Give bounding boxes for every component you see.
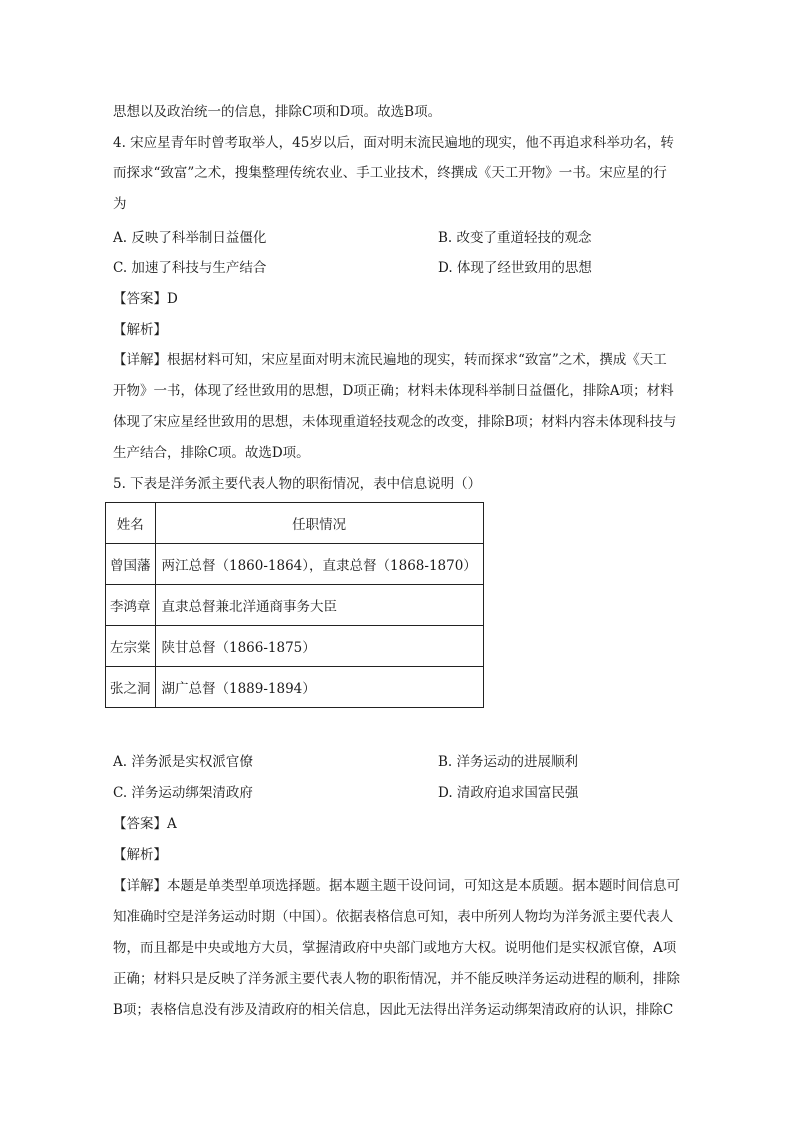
q5-detail-line-3: 物，而且都是中央或地方大员，掌握清政府中央部门或地方大权。说明他们是实权派官僚，A项: [113, 940, 677, 956]
q5-detail-line-1: 【详解】本题是单类型单项选择题。据本题主题干设问词，可知这是本质题。据本题时间信息可: [113, 878, 680, 894]
q5-answer: 【答案】A: [113, 816, 177, 832]
q5-option-c: C. 洋务运动绑架清政府: [113, 785, 253, 801]
cell-name: 李鸿章: [106, 585, 156, 626]
cell-name: 左宗棠: [106, 626, 156, 667]
cell-position: 陕甘总督（1866-1875）: [155, 626, 483, 667]
q4-detail-line-1: 【详解】根据材料可知，宋应星面对明末流民遍地的现实，转而探求“致富”之术，撰成《天工: [113, 352, 667, 368]
q5-detail-line-5: B项；表格信息没有涉及清政府的相关信息，因此无法得出洋务运动绑架清政府的认识，排除C: [113, 1002, 674, 1018]
intro-line: 思想以及政治统一的信息，排除C项和D项。故选B项。: [113, 104, 442, 120]
q5-analysis-label: 【解析】: [113, 847, 167, 863]
table-row: [106, 544, 484, 585]
table-row: [106, 585, 484, 626]
table-header-row: [106, 503, 484, 544]
cell-position: 直隶总督兼北洋通商事务大臣: [155, 585, 483, 626]
q5-detail-line-4: 正确；材料只是反映了洋务派主要代表人物的职衔情况，并不能反映洋务运动进程的顺利，排除: [113, 971, 680, 987]
q4-option-d: D. 体现了经世致用的思想: [438, 260, 592, 276]
q4-option-c: C. 加速了科技与生产结合: [113, 260, 267, 276]
q4-analysis-label: 【解析】: [113, 322, 167, 338]
officials-table: [105, 502, 484, 708]
cell-position: 湖广总督（1889-1894）: [155, 667, 483, 708]
q5-option-b: B. 洋务运动的进展顺利: [438, 754, 579, 770]
table-row: [106, 626, 484, 667]
q4-stem-line-1: 4. 宋应星青年时曾考取举人，45岁以后，面对明末流民遍地的现实，他不再追求科举功名，转: [113, 135, 674, 151]
q4-detail-line-4: 生产结合，排除C项。故选D项。: [113, 445, 310, 461]
q4-answer: 【答案】D: [113, 291, 178, 307]
header-name: 姓名: [106, 503, 156, 544]
q5-stem: 5. 下表是洋务派主要代表人物的职衔情况，表中信息说明（）: [113, 476, 482, 492]
cell-name: 张之洞: [106, 667, 156, 708]
q4-stem-line-3: 为: [113, 196, 127, 212]
header-position: 任职情况: [155, 503, 483, 544]
q4-detail-line-2: 开物》一书，体现了经世致用的思想，D项正确；材料未体现科举制日益僵化，排除A项；材料: [113, 383, 674, 399]
cell-name: 曾国藩: [106, 544, 156, 585]
q4-stem-line-2: 而探求“致富”之术，搜集整理传统农业、手工业技术，终撰成《天工开物》一书。宋应星的行: [113, 165, 667, 181]
q4-option-b: B. 改变了重道轻技的观念: [438, 230, 592, 246]
q4-detail-line-3: 体现了宋应星经世致用的思想，未体现重道轻技观念的改变，排除B项；材料内容未体现科技与: [113, 414, 677, 430]
q5-option-a: A. 洋务派是实权派官僚: [113, 754, 253, 770]
cell-position: 两江总督（1860-1864），直隶总督（1868-1870）: [155, 544, 483, 585]
q4-option-a: A. 反映了科举制日益僵化: [113, 230, 267, 246]
q5-detail-line-2: 知准确时空是洋务运动时期（中国）。依据表格信息可知，表中所列人物均为洋务派主要代表人: [113, 909, 674, 925]
table-row: [106, 667, 484, 708]
q5-option-d: D. 清政府追求国富民强: [438, 785, 579, 801]
